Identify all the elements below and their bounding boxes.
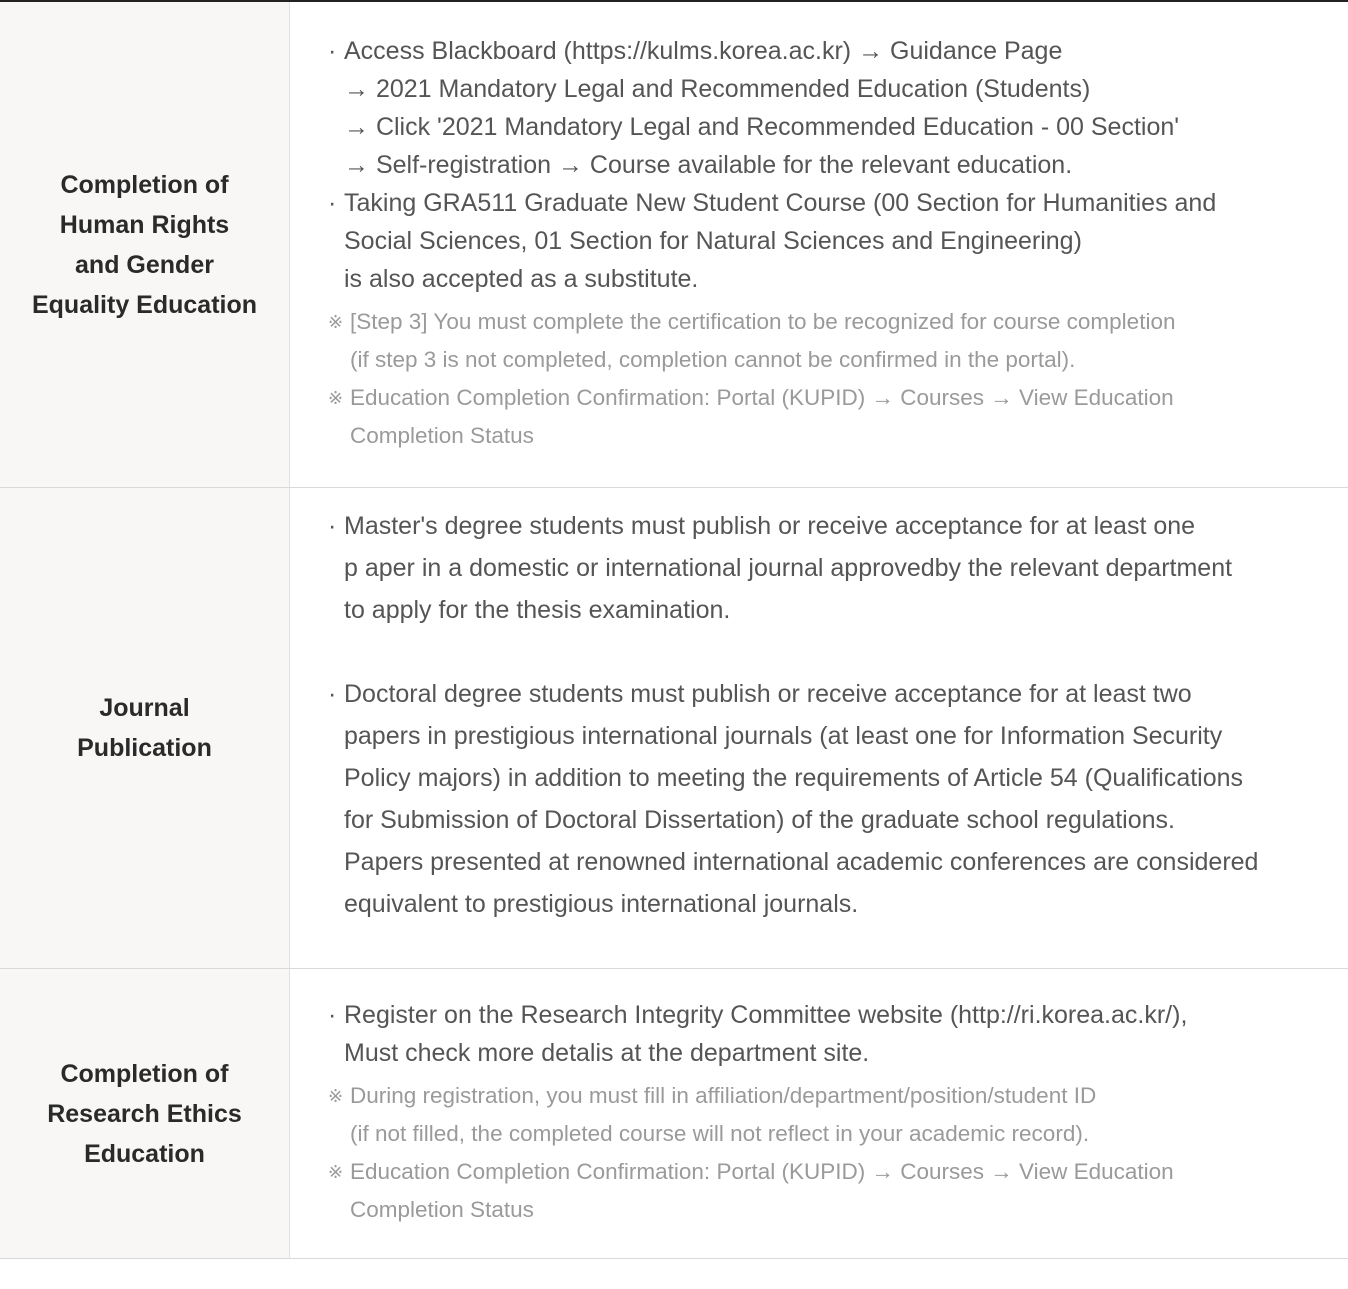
bullet-item (328, 673, 1342, 925)
table-row (0, 2, 1348, 488)
bullet-item (328, 505, 1342, 631)
row-header (0, 2, 290, 487)
bullet-item (328, 996, 1342, 1072)
bullet-text: Master's degree students must publish or receive acceptance for at least one p aper in a domestic or international journal approvedby the relevant department to apply for the thesis examination. (344, 512, 1233, 624)
bullet-text: Doctoral degree students must publish or receive acceptance for at least two papers in prestigious international journals (at least one for Information Security Policy majors) in addition to meeting the requirements of Article 54 (Qualifications for Submission of Doctoral Dissertation) of the graduate school regulations. Papers presented at renowned international academic conferences are considered equivalent to prestigious international journals. (344, 680, 1259, 918)
table-row (0, 488, 1348, 969)
bullet-text: Access Blackboard (https://kulms.korea.ac.kr) → Guidance Page → 2021 Mandatory Legal and Recommended Education (Students) → Click '2021 Mandatory Legal and Recommended Education - 00 Section' → Self-registration → Course available for the relevant education. (344, 37, 1180, 179)
table-row (0, 969, 1348, 1259)
note-item (328, 1077, 1342, 1153)
note-marker: ※ (328, 388, 344, 408)
note-text: Education Completion Confirmation: Portal (KUPID) → Courses → View Education Completion Status (350, 1159, 1174, 1222)
bullet-marker: · (328, 680, 337, 708)
note-item (328, 379, 1342, 455)
bullet-text: Taking GRA511 Graduate New Student Course (00 Section for Humanities and Social Sciences, 01 Section for Natural Sciences and Engineering) is also accepted as a substitute. (344, 189, 1217, 293)
bullet-item (328, 184, 1342, 298)
note-text: [Step 3] You must complete the certification to be recognized for course completion (if step 3 is not completed, completion cannot be confirmed in the portal). (350, 309, 1176, 372)
row-title: Completion of Research Ethics Education (47, 1059, 242, 1168)
note-item (328, 1153, 1342, 1229)
bullet-marker: · (328, 189, 337, 217)
row-header (0, 488, 290, 968)
note-marker: ※ (328, 312, 344, 332)
bullet-marker: · (328, 512, 337, 540)
row-content (290, 2, 1348, 487)
bullet-item (328, 32, 1342, 184)
note-marker: ※ (328, 1086, 344, 1106)
bullet-marker: · (328, 37, 337, 65)
row-title: Journal Publication (77, 694, 212, 762)
row-header (0, 969, 290, 1258)
row-content (290, 969, 1348, 1258)
note-text: Education Completion Confirmation: Portal (KUPID) → Courses → View Education Completion Status (350, 385, 1174, 448)
spacer (328, 631, 1342, 673)
note-text: During registration, you must fill in affiliation/department/position/student ID (if not filled, the completed course will not reflect in your academic record). (350, 1083, 1097, 1146)
bullet-marker: · (328, 1001, 337, 1029)
note-marker: ※ (328, 1162, 344, 1182)
note-item (328, 303, 1342, 379)
row-content (290, 488, 1348, 968)
bullet-text: Register on the Research Integrity Committee website (http://ri.korea.ac.kr/), Must check more detalis at the department site. (344, 1001, 1188, 1067)
row-title: Completion of Human Rights and Gender Equality Education (31, 170, 258, 319)
